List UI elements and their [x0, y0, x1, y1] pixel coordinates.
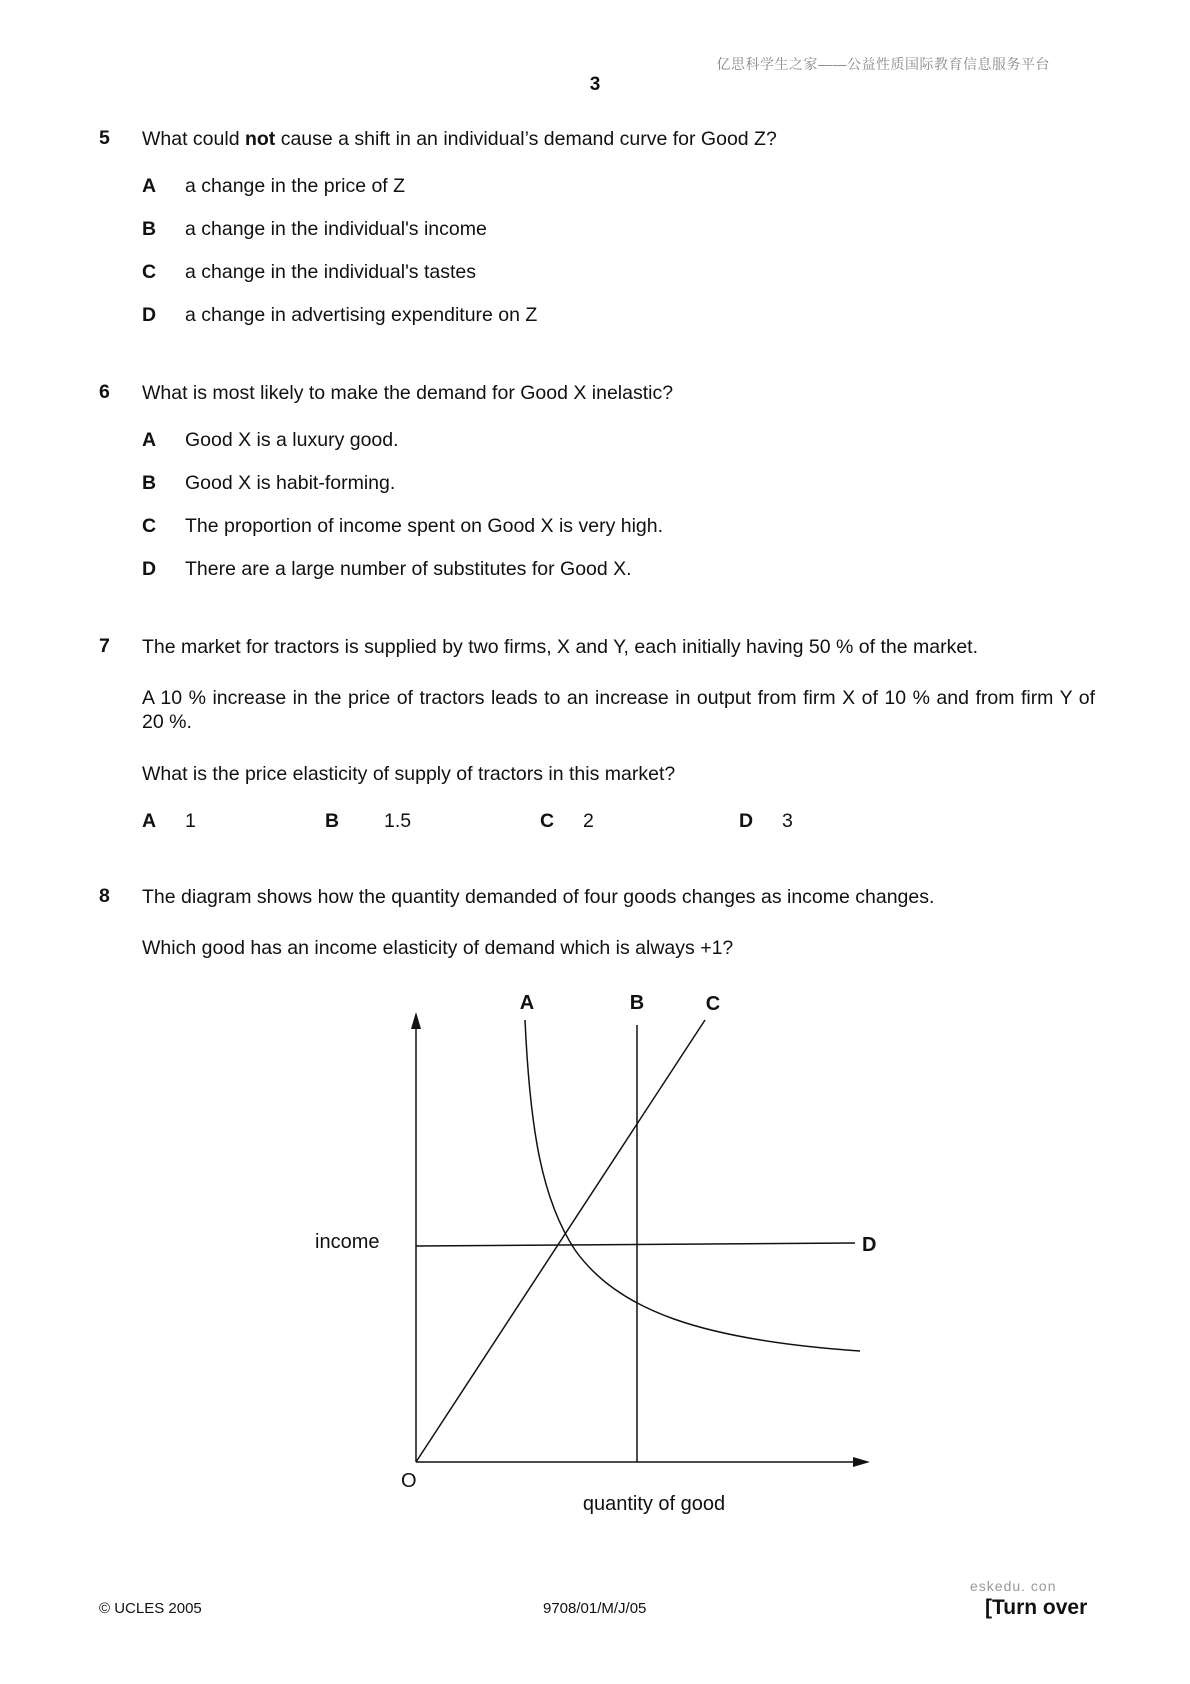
- q6-option-d-text: There are a large number of substitutes for Good X.: [185, 558, 632, 580]
- q5-option-b-letter: B: [142, 218, 157, 240]
- line-c: [416, 1020, 705, 1462]
- q6-option-a-letter: A: [142, 429, 157, 451]
- stem-bold-word: not: [244, 128, 276, 150]
- y-axis-label: income: [315, 1231, 380, 1253]
- q6-option-c-letter: C: [142, 515, 157, 537]
- stem-text: What could: [142, 128, 245, 150]
- q6-option-a-text: Good X is a luxury good.: [185, 429, 399, 451]
- q5-option-a-letter: A: [142, 175, 157, 197]
- question-7-paragraph: A 10 % increase in the price of tractors leads to an increase in output from firm X of 10 % and from firm Y of 20 %.: [142, 687, 1095, 733]
- q7-option-a-letter: A: [142, 810, 157, 832]
- x-axis-label: quantity of good: [582, 1493, 726, 1515]
- q7-option-a-text: 1: [185, 810, 196, 832]
- site-watermark: eskedu. con: [970, 1578, 1057, 1594]
- paper-code: 9708/01/M/J/05: [543, 1600, 647, 1617]
- watermark-text: 亿思科学生之家——公益性质国际教育信息服务平台: [716, 56, 1050, 72]
- q6-option-d-letter: D: [142, 558, 157, 580]
- line-d: [416, 1243, 855, 1246]
- q7-option-c-text: 2: [583, 810, 594, 832]
- curve-label-d: D: [862, 1234, 877, 1256]
- q6-option-c-text: The proportion of income spent on Good X is very high.: [185, 515, 664, 537]
- question-5-number: 5: [99, 127, 110, 149]
- q5-option-c-text: a change in the individual's tastes: [185, 261, 476, 283]
- curve-label-b: B: [629, 992, 645, 1014]
- curve-a: [525, 1020, 860, 1351]
- question-8-question: Which good has an income elasticity of demand which is always +1?: [142, 937, 734, 959]
- question-7-stem: The market for tractors is supplied by two firms, X and Y, each initially having 50 % of the market.: [142, 636, 978, 658]
- question-7-number: 7: [99, 635, 110, 657]
- q7-option-d-letter: D: [739, 810, 754, 832]
- question-8-number: 8: [99, 885, 110, 907]
- q5-option-c-letter: C: [142, 261, 157, 283]
- q5-option-b-text: a change in the individual's income: [185, 218, 487, 240]
- question-8-stem: The diagram shows how the quantity demanded of four goods changes as income changes.: [142, 886, 935, 908]
- y-axis-arrowhead: [411, 1012, 421, 1029]
- question-6-number: 6: [99, 381, 110, 403]
- question-6-stem: What is most likely to make the demand for Good X inelastic?: [142, 382, 674, 404]
- q5-option-d-text: a change in advertising expenditure on Z: [185, 304, 538, 326]
- q6-option-b-letter: B: [142, 472, 157, 494]
- q6-option-b-text: Good X is habit-forming.: [185, 472, 396, 494]
- q7-option-b-letter: B: [325, 810, 340, 832]
- curve-label-a: A: [519, 992, 535, 1014]
- q5-option-d-letter: D: [142, 304, 157, 326]
- turn-over-text: [Turn over: [985, 1596, 1088, 1619]
- curve-label-c: C: [705, 993, 721, 1015]
- question-7-question: What is the price elasticity of supply of tractors in this market?: [142, 763, 676, 785]
- origin-label: O: [401, 1470, 417, 1492]
- q7-option-b-text: 1.5: [384, 810, 412, 832]
- q5-option-a-text: a change in the price of Z: [185, 175, 406, 197]
- q7-option-d-text: 3: [782, 810, 793, 832]
- copyright-text: © UCLES 2005: [99, 1600, 202, 1617]
- page-number: 3: [589, 74, 601, 95]
- x-axis-arrowhead: [853, 1457, 870, 1467]
- stem-text: cause a shift in an individual’s demand curve for Good Z?: [275, 128, 777, 150]
- q7-option-c-letter: C: [540, 810, 555, 832]
